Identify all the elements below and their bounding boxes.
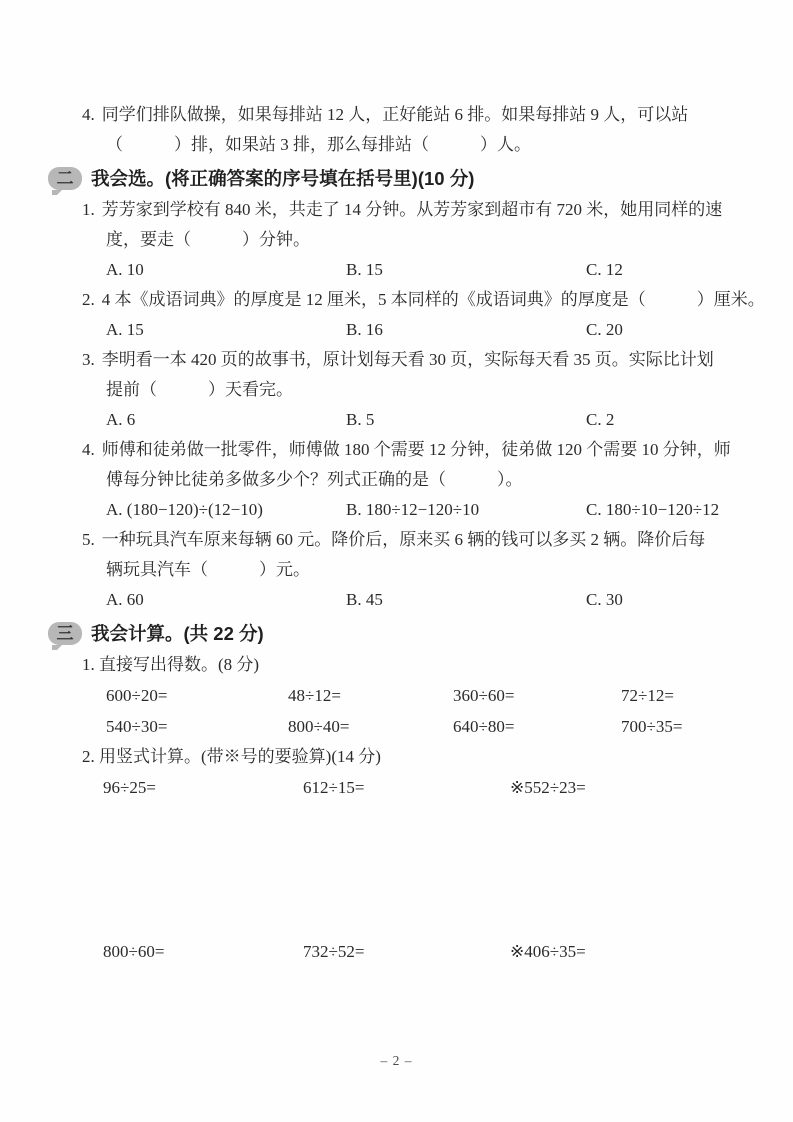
oral-calc-row-2	[0, 711, 793, 742]
section-calc-title: 我会计算。(共 22 分)	[91, 623, 264, 644]
fill-question-line1	[0, 100, 793, 130]
section-three-badge-icon: 三	[48, 622, 82, 645]
vertical-problem: 612÷15=	[303, 778, 365, 797]
option-a: A. 6	[106, 410, 136, 429]
option-b: B. 15	[346, 260, 383, 279]
choice-question-5-options	[0, 585, 793, 615]
section-choice-header	[0, 163, 793, 193]
oral-problem: 540÷30=	[106, 717, 168, 736]
option-a: A. (180−120)÷(12−10)	[106, 500, 263, 519]
oral-problem: 640÷80=	[453, 717, 515, 736]
choice-question-2-options	[0, 315, 793, 345]
option-b: B. 5	[346, 410, 375, 429]
option-a: A. 15	[106, 320, 144, 339]
oral-problem: 700÷35=	[621, 717, 683, 736]
question-number: 3.	[82, 350, 95, 369]
vertical-problem: ※552÷23=	[510, 778, 586, 797]
question-text: 师傅和徒弟做一批零件，师傅做 180 个需要 12 分钟，徒弟做 120 个需要 10 分钟，师	[101, 440, 731, 459]
section-calc-header	[0, 618, 793, 648]
oral-problem: 800÷40=	[288, 717, 350, 736]
working-space	[0, 803, 793, 936]
option-c: C. 30	[586, 590, 623, 609]
vertical-calc-row-1	[0, 772, 793, 803]
section-two-badge-icon: 二	[48, 167, 82, 190]
choice-question-1-line2: 度，要走（ ）分钟。	[106, 230, 310, 249]
oral-problem: 360÷60=	[453, 686, 515, 705]
vertical-problem: 800÷60=	[103, 942, 165, 961]
question-text: 李明看一本 420 页的故事书，原计划每天看 30 页，实际每天看 35 页。实际比计划	[101, 350, 714, 369]
option-b: B. 180÷12−120÷10	[346, 500, 480, 519]
choice-question-3-line1	[0, 345, 793, 375]
question-number: 2.	[82, 290, 95, 309]
question-number: 4.	[82, 440, 95, 459]
choice-question-3-options	[0, 405, 793, 435]
question-text: 同学们排队做操，如果每排站 12 人，正好能站 6 排。如果每排站 9 人，可以站	[101, 105, 689, 124]
question-text: 一种玩具汽车原来每辆 60 元。降价后，原来买 6 辆的钱可以多买 2 辆。降价后每	[101, 530, 706, 549]
choice-question-2-line1	[0, 285, 793, 315]
oral-problem: 72÷12=	[621, 686, 674, 705]
section-choice-title: 我会选。(将正确答案的序号填在括号里)(10 分)	[91, 168, 475, 189]
option-c: C. 12	[586, 260, 623, 279]
vertical-calc-row-2	[0, 936, 793, 967]
oral-calc-title: 1. 直接写出得数。(8 分)	[82, 655, 260, 674]
fill-question-line2: （ ）排，如果站 3 排，那么每排站（ ）人。	[106, 135, 531, 154]
option-b: B. 45	[346, 590, 383, 609]
option-c: C. 20	[586, 320, 623, 339]
oral-calc-row-1	[0, 680, 793, 711]
question-number: 1.	[82, 200, 95, 219]
vertical-problem: 732÷52=	[303, 942, 365, 961]
choice-question-1-line1	[0, 195, 793, 225]
option-c: C. 180÷10−120÷12	[586, 500, 720, 519]
oral-problem: 48÷12=	[288, 686, 341, 705]
question-number: 4.	[82, 105, 95, 124]
page-number: – 2 –	[380, 1053, 413, 1068]
option-a: A. 10	[106, 260, 144, 279]
oral-problem: 600÷20=	[106, 686, 168, 705]
question-text: 4 本《成语词典》的厚度是 12 厘米，5 本同样的《成语词典》的厚度是（ ）厘米。	[101, 290, 765, 309]
question-number: 5.	[82, 530, 95, 549]
question-text: 芳芳家到学校有 840 米，共走了 14 分钟。从芳芳家到超市有 720 米，她用同样的速	[101, 200, 723, 219]
choice-question-5-line1	[0, 525, 793, 555]
choice-question-3-line2: 提前（ ）天看完。	[106, 380, 293, 399]
choice-question-4-line1	[0, 435, 793, 465]
vertical-problem: 96÷25=	[103, 778, 156, 797]
choice-question-4-options	[0, 495, 793, 525]
choice-question-4-line2: 傅每分钟比徒弟多做多少个？列式正确的是（ ）。	[106, 470, 523, 489]
choice-question-1-options	[0, 255, 793, 285]
vertical-problem: ※406÷35=	[510, 942, 586, 961]
option-a: A. 60	[106, 590, 144, 609]
vertical-calc-title: 2. 用竖式计算。(带※号的要验算)(14 分)	[82, 747, 381, 766]
option-b: B. 16	[346, 320, 383, 339]
choice-question-5-line2: 辆玩具汽车（ ）元。	[106, 560, 310, 579]
option-c: C. 2	[586, 410, 615, 429]
